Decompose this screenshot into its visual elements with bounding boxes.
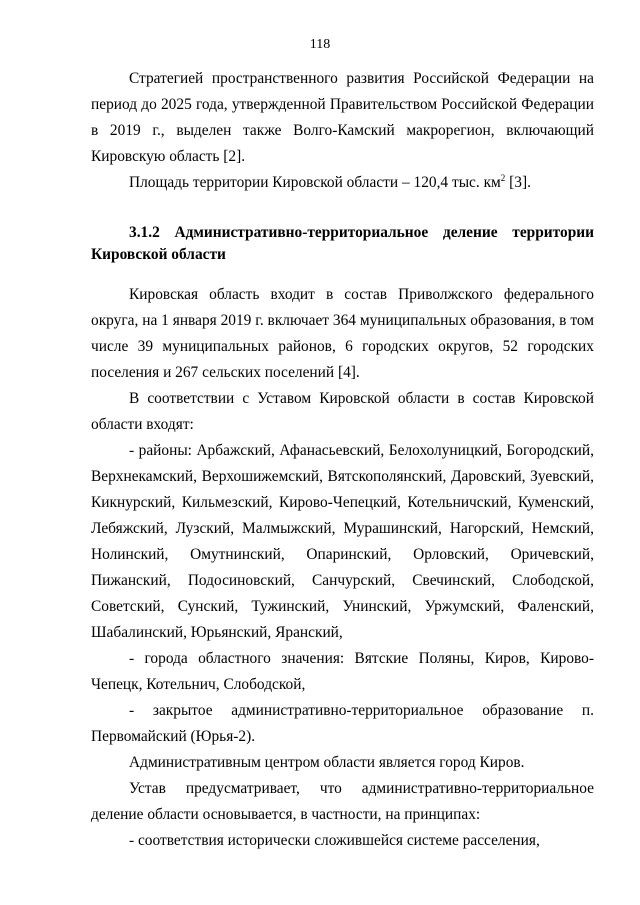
- paragraph-principles: Устав предусматривает, что административно-территориальное деление области основывается, в частности, на принципах:: [91, 780, 594, 823]
- paragraph-principle-settlement: - соответствия исторически сложившейся системе расселения,: [129, 832, 540, 849]
- list-item-closed-territory: - закрытое административно-территориальное образование п. Первомайский (Юрья-2).: [91, 702, 594, 745]
- section-heading: 3.1.2 Административно-территориальное деление территории Кировской области: [91, 224, 594, 263]
- area-unit-superscript: 2: [500, 173, 506, 183]
- intro-paragraph-strategy: Стратегией пространственного развития Российской Федерации на период до 2025 года, утвержденной Правительством Российской Федерации в 2019 г., выделен также Волго-Камский макрорегион, включающий Кировскую область [2].: [91, 70, 594, 165]
- document-body: [91, 66, 594, 854]
- page-number: 118: [309, 37, 331, 52]
- paragraph-admin-center: Административным центром области является город Киров.: [129, 754, 525, 771]
- list-item-cities: - города областного значения: Вятские Поляны, Киров, Кирово-Чепецк, Котельнич, Слободской,: [91, 650, 594, 693]
- paragraph-municipalities: Кировская область входит в состав Приволжского федерального округа, на 1 января 2019 г. включает 364 муниципальных образования, в том числе 39 муниципальных районов, 6 городских округов, 52 городских поселения и 267 сельских поселений [4].: [91, 286, 594, 381]
- intro-paragraph-area: [91, 170, 594, 196]
- paragraph-charter: В соответствии с Уставом Кировской области в состав Кировской области входят:: [91, 390, 594, 433]
- area-text: Площадь территории Кировской области – 120,4 тыс. км: [129, 174, 501, 191]
- list-item-districts: - районы: Арбажский, Афанасьевский, Белохолуницкий, Богородский, Верхнекамский, Верхошижемский, Вятскополянский, Даровский, Зуевский, Кикнурский, Кильмезский, Кирово-Чепецкий, Котельничский, Куменский, Лебяжский, Лузский, Малмыжский, Мурашинский, Нагорский, Немский, Нолинский, Омутнинский, Опаринский, Орловский, Оричевский, Пижанский, Подосиновский, Санчурский, Свечинский, Слободской, Советский, Сунский, Тужинский, Унинский, Уржумский, Фаленский, Шабалинский, Юрьянский, Яранский,: [91, 442, 594, 641]
- area-reference: [3].: [505, 174, 531, 191]
